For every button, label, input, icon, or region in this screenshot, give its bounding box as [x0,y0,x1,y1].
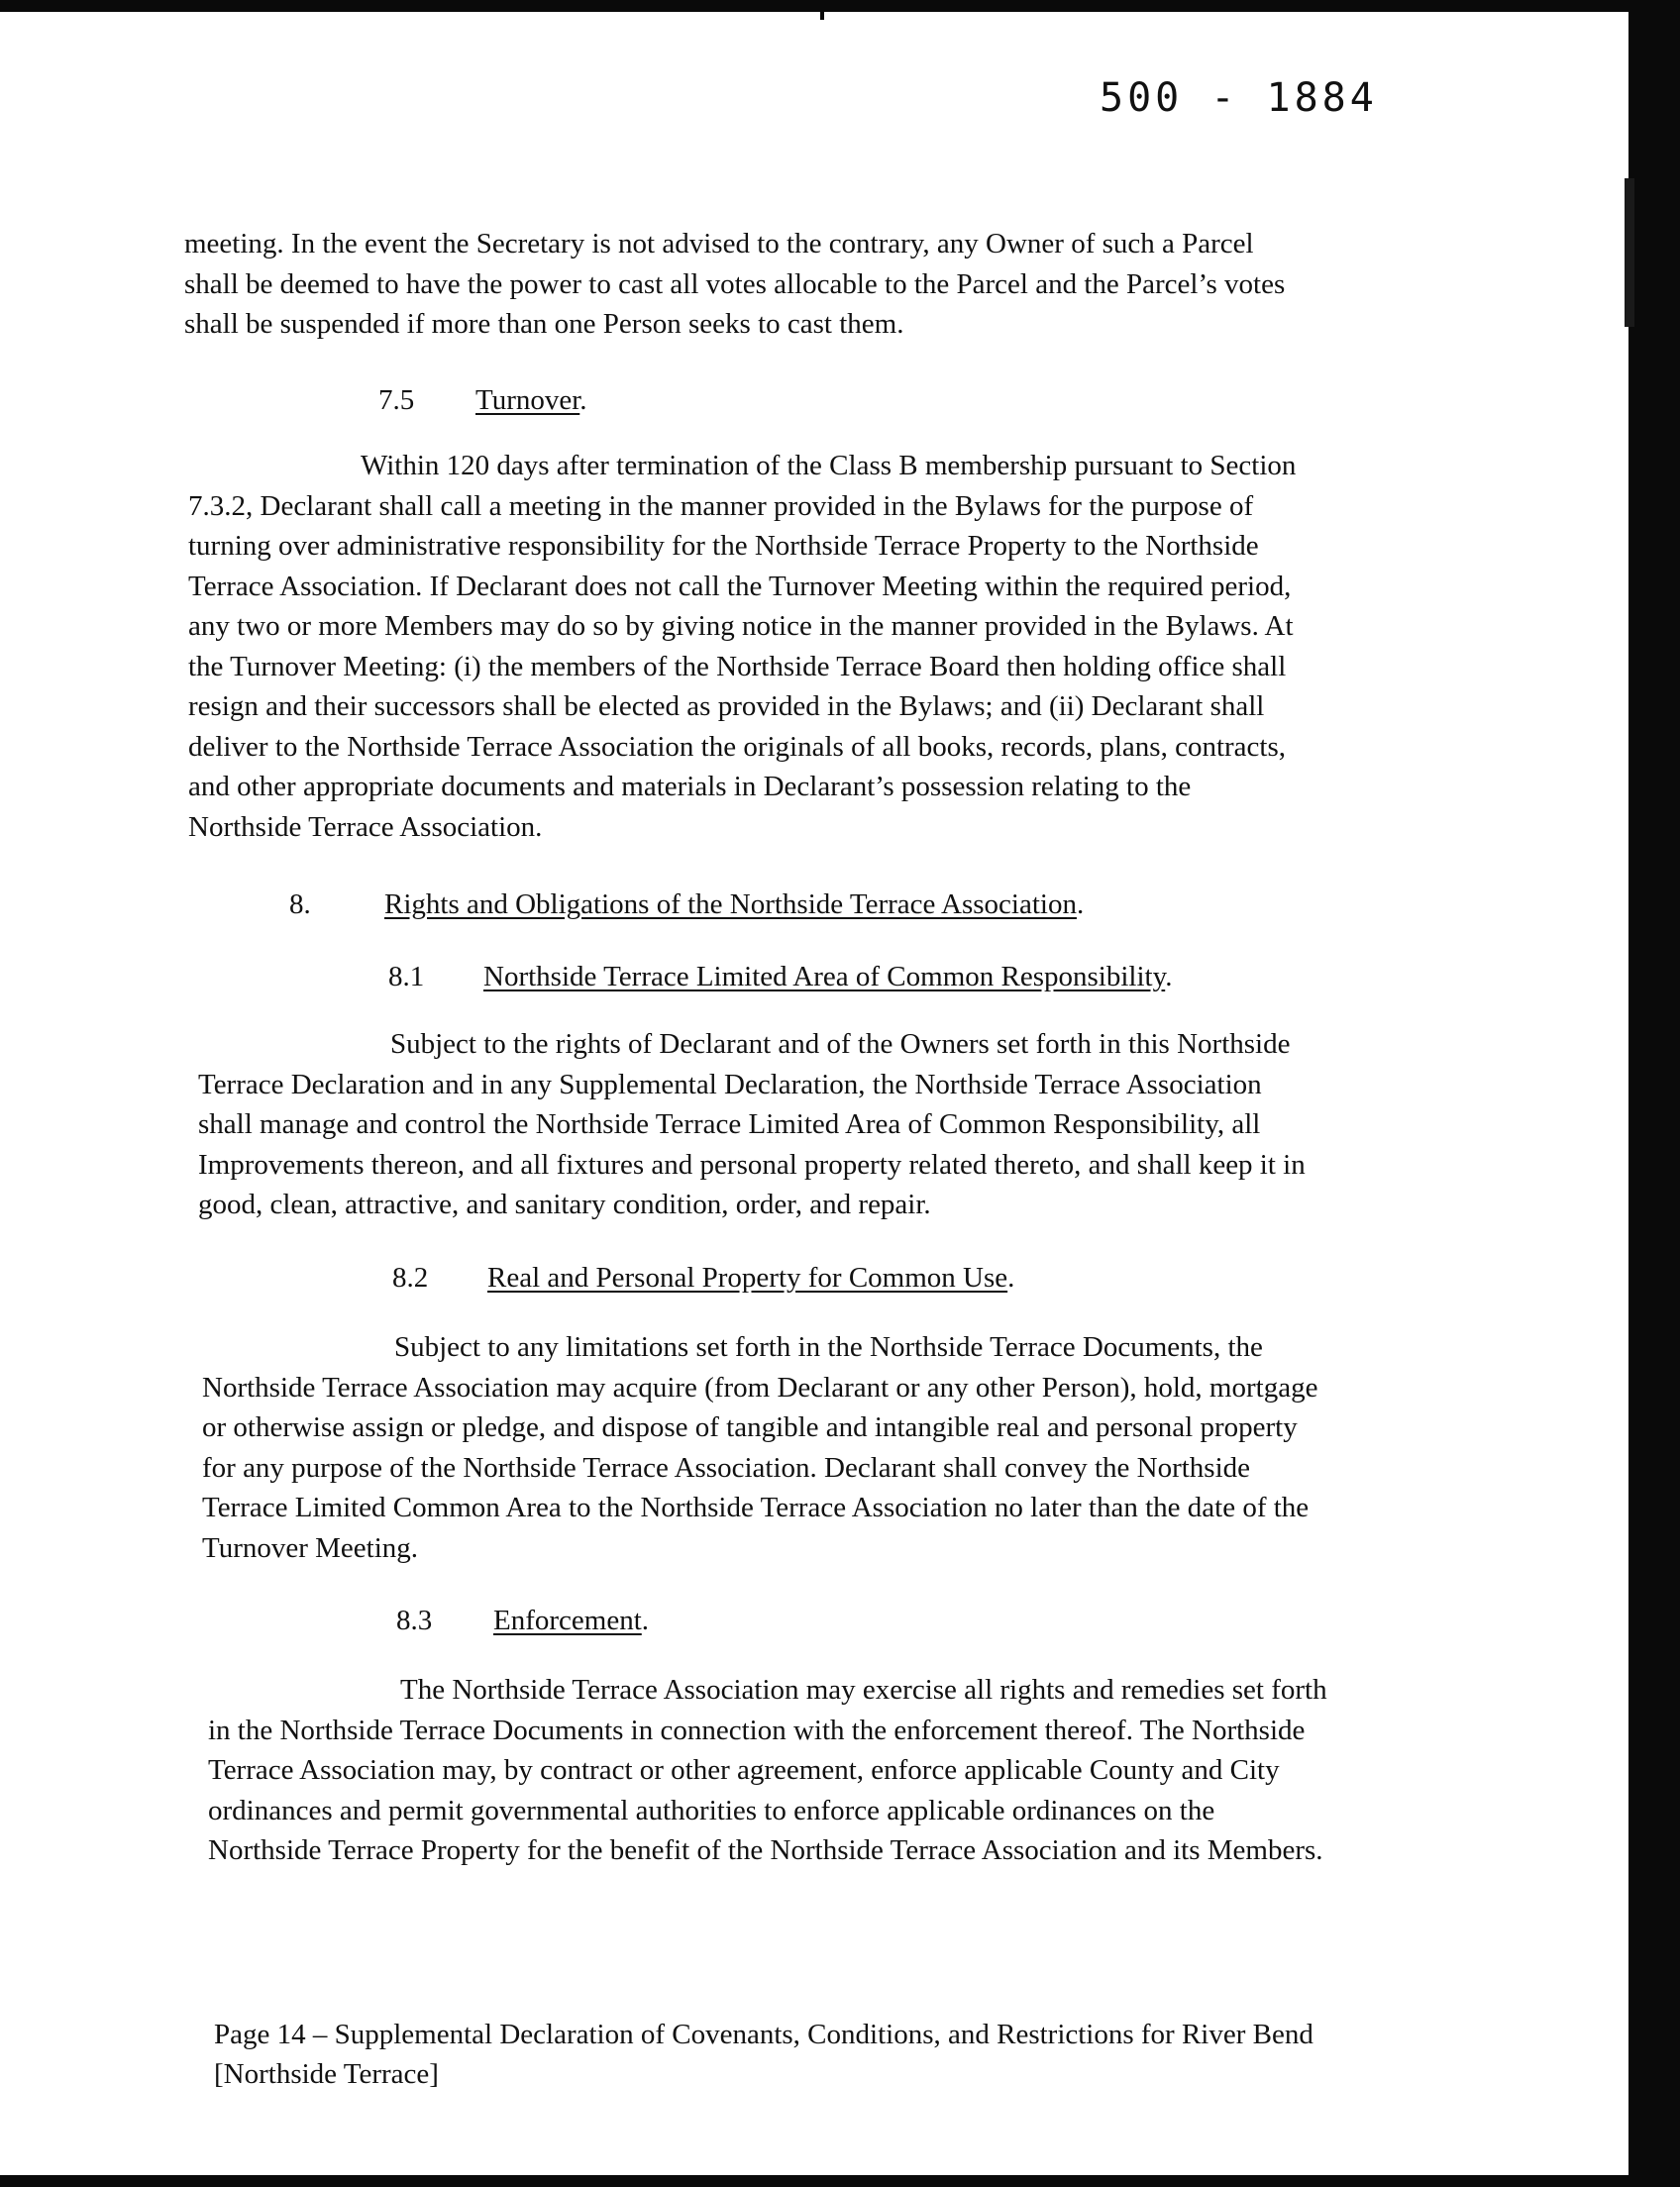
section-8-2-body [202,1327,1317,1568]
page-footer [214,2015,1313,2094]
section-heading-8-2 [392,1258,1014,1298]
section-8-3-body [208,1670,1327,1871]
section-7-5-body [188,446,1296,847]
text-line: Improvements thereon, and all fixtures and personal property related thereto, and shall keep it in [198,1148,1306,1181]
text-line: Turnover Meeting. [202,1531,419,1564]
section-title: Turnover [475,384,580,416]
section-number: 8.2 [392,1262,429,1294]
text-line: the Turnover Meeting: (i) the members of the Northside Terrace Board then holding office shall [188,650,1287,682]
heading-period: . [1165,961,1173,992]
text-line: ordinances and permit governmental authorities to enforce applicable ordinances on the [208,1794,1215,1826]
text-line: and other appropriate documents and materials in Declarant’s possession relating to the [188,771,1192,802]
text-line: turning over administrative responsibility for the Northside Terrace Property to the Northside [188,530,1259,562]
recording-stamp: 500 - 1884 [1100,75,1378,121]
section-number: 7.5 [378,384,415,416]
text-line: shall manage and control the Northside Terrace Limited Area of Common Responsibility, all [198,1108,1261,1140]
text-line: Subject to any limitations set forth in the Northside Terrace Documents, the [394,1331,1263,1363]
text-line: Subject to the rights of Declarant and of the Owners set forth in this Northside [390,1028,1291,1060]
scan-border-right [1628,0,1680,2187]
text-line: shall be suspended if more than one Person seeks to cast them. [184,308,904,340]
scan-edge-mark [1625,178,1634,327]
text-line: shall be deemed to have the power to cast all votes allocable to the Parcel and the Parcel’s votes [184,267,1286,300]
text-line: Northside Terrace Association may acquire (from Declarant or any other Person), hold, mortgage [202,1371,1318,1404]
section-title: Real and Personal Property for Common Use [487,1262,1008,1294]
scan-border-top [0,0,1680,12]
text-line: Northside Terrace Property for the benefit of the Northside Terrace Association and its Members. [208,1834,1323,1866]
text-line: Within 120 days after termination of the Class B membership pursuant to Section [361,450,1297,481]
section-heading-8-1 [388,957,1172,996]
text-line: The Northside Terrace Association may exercise all rights and remedies set forth [400,1674,1327,1706]
text-line: 7.3.2, Declarant shall call a meeting in the manner provided in the Bylaws for the purpose of [188,489,1254,522]
text-line: for any purpose of the Northside Terrace Association. Declarant shall convey the Northside [202,1451,1251,1484]
section-heading-8 [289,885,1084,924]
intro-paragraph [184,224,1285,345]
text-line: good, clean, attractive, and sanitary condition, order, and repair. [198,1189,931,1220]
text-line: Terrace Association may, by contract or other agreement, enforce applicable County and City [208,1754,1280,1786]
section-title: Rights and Obligations of the Northside Terrace Association [384,888,1077,920]
heading-period: . [579,384,587,416]
section-number: 8. [289,888,311,920]
text-line: any two or more Members may do so by giving notice in the manner provided in the Bylaws. At [188,610,1294,642]
text-line: resign and their successors shall be elected as provided in the Bylaws; and (ii) Declarant shall [188,690,1265,722]
text-line: Terrace Association. If Declarant does not call the Turnover Meeting within the required period, [188,570,1292,602]
footer-line: [Northside Terrace] [214,2058,439,2090]
heading-period: . [641,1605,650,1636]
scan-notch [820,12,824,20]
text-line: meeting. In the event the Secretary is not advised to the contrary, any Owner of such a Parcel [184,228,1254,260]
section-title: Northside Terrace Limited Area of Common Responsibility [483,961,1166,992]
section-number: 8.1 [388,961,425,992]
heading-period: . [1007,1262,1015,1294]
section-8-1-body [198,1024,1306,1225]
text-line: Terrace Declaration and in any Supplemental Declaration, the Northside Terrace Association [198,1068,1262,1100]
text-line: in the Northside Terrace Documents in connection with the enforcement thereof. The Northside [208,1714,1306,1746]
section-heading-7-5 [378,380,587,420]
text-line: Terrace Limited Common Area to the Northside Terrace Association no later than the date of the [202,1492,1310,1523]
text-line: Northside Terrace Association. [188,810,543,843]
scan-border-bottom [0,2175,1680,2187]
section-number: 8.3 [396,1605,433,1636]
heading-period: . [1076,888,1085,920]
section-title: Enforcement [493,1605,642,1636]
section-heading-8-3 [396,1601,649,1640]
text-line: or otherwise assign or pledge, and dispose of tangible and intangible real and personal property [202,1411,1298,1443]
footer-line: Page 14 – Supplemental Declaration of Covenants, Conditions, and Restrictions for River Bend [214,2019,1313,2050]
text-line: deliver to the Northside Terrace Association the originals of all books, records, plans, contracts, [188,730,1286,763]
